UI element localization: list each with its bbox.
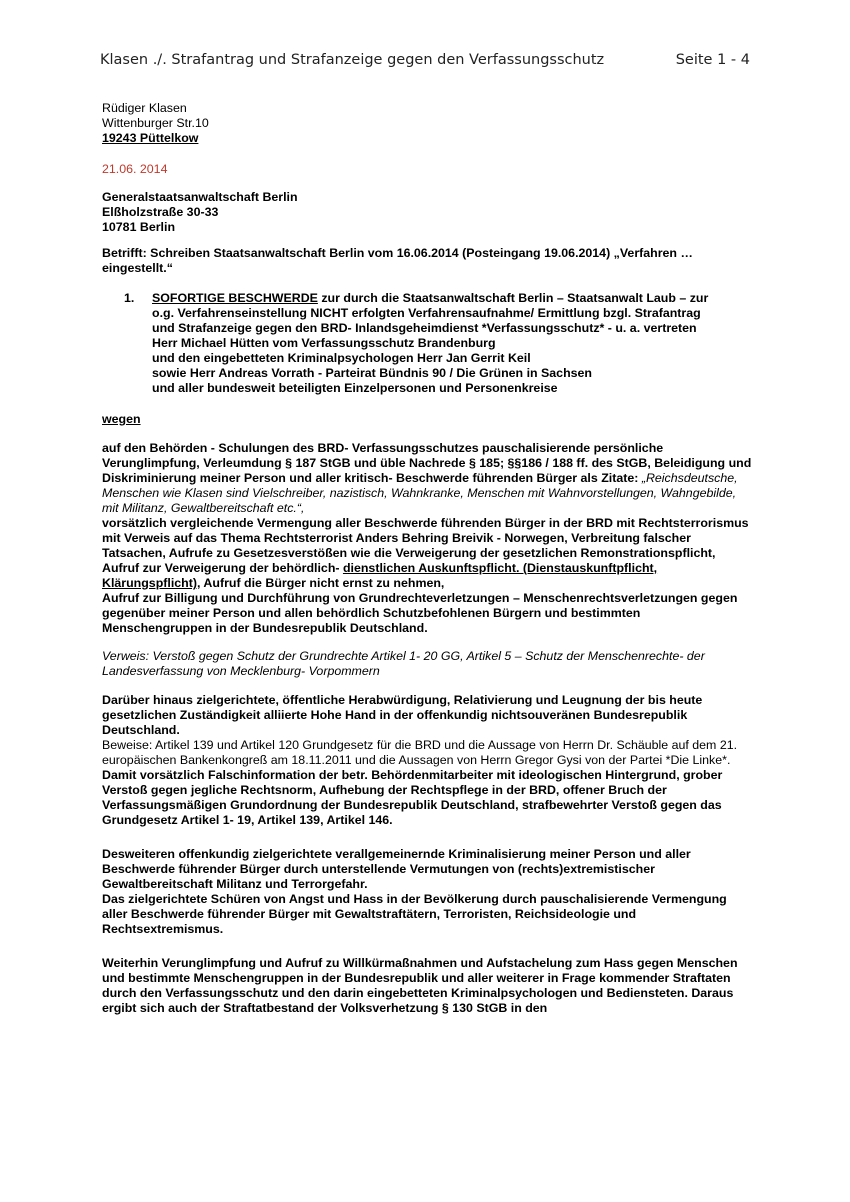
recipient-line-1: Generalstaatsanwaltschaft Berlin [102, 190, 298, 204]
item-lead: SOFORTIGE BESCHWERDE [152, 291, 318, 305]
paragraph-4: Weiterhin Verunglimpfung und Aufruf zu Willkürmaßnahmen und Aufstachelung zum Hass gegen Menschen und bestimmte Menschengruppen in der Bundesrepublik und aller weiterer in Frage kommender Straftaten durch den Verfassungsschutz und den darin eingebetteten Kriminalpsychologen und Bediensteten. Daraus ergibt sich auch der Straftatbestand der Volksverhetzung § 130 StGB in den [102, 956, 738, 1015]
header-title: Klasen ./. Strafantrag und Strafanzeige gegen den Verfassungsschutz [100, 52, 605, 68]
sender-street: Wittenburger Str.10 [102, 116, 209, 130]
item-text [152, 291, 752, 396]
item-line-2: o.g. Verfahrenseinstellung NICHT erfolgten Verfahrensaufnahme/ Ermittlung bzgl. Strafantrag [152, 306, 701, 320]
paragraph-1-intro [102, 441, 752, 516]
paragraph-2-evidence: Beweise: Artikel 139 und Artikel 120 Grundgesetz für die BRD und die Aussage von Herrn Dr. Schäuble auf dem 21. europäischen Bankenkongreß am 18.11.2011 und die Aussagen von Herrn Gregor Gysi von der Partei *Die Linke*. [102, 738, 738, 767]
header-page-number: Seite 1 - 4 [675, 52, 750, 68]
recipient-address [102, 190, 752, 235]
paragraph-3-part-a: Desweiteren offenkundig zielgerichtete verallgemeinernde Kriminalisierung meiner Person und aller Beschwerde führender Bürger durch unterstellende Vermutungen von (rechts)extremistischer Gewaltbereitschaft Militanz und Terrorgefahr. [102, 847, 691, 891]
item-line-7: und aller bundesweit beteiligten Einzelpersonen und Personenkreise [152, 381, 558, 395]
reference-note: Verweis: Verstoß gegen Schutz der Grundrechte Artikel 1- 20 GG, Artikel 5 – Schutz der Menschenrechte- der Landesverfassung von Mecklenburg- Vorpommern [102, 649, 705, 678]
quote-text: „Reichsdeutsche, Menschen wie Klasen sind Vielschreiber, nazistisch, Wahnkranke, Menschen mit Wahnvorstellungen, Wahngebilde, mit Militanz, Gewaltbereitschaft etc.“, [102, 471, 738, 515]
sender-name: Rüdiger Klasen [102, 101, 187, 115]
paragraph-2-part-a: Darüber hinaus zielgerichtete, öffentliche Herabwürdigung, Relativierung und Leugnung der bis heute gesetzlichen Zuständigkeit alliierte Hohe Hand in der offenkundig nichtsouveränen Bundesrepublik Deutschland. [102, 693, 703, 737]
item-line-1 [152, 291, 752, 306]
paragraph-1-part-b: vorsätzlich vergleichende Vermengung aller Beschwerde führenden Bürger in der BRD mit Rechtsterrorismus mit Verweis auf das Thema Rechtsterrorist Anders Behring Breivik - Norwegen, Verbreitung falscher Tatsachen, Aufrufe zu Gesetzesverstößen wie die Verweigerung der gesetzlichen Remonstrationspflicht, [102, 516, 749, 560]
letter-body [102, 101, 752, 1016]
recipient-line-3: 10781 Berlin [102, 220, 176, 234]
paragraph-1 [102, 441, 752, 636]
recipient-line-2: Elßholzstraße 30-33 [102, 205, 219, 219]
item-line-3: und Strafanzeige gegen den BRD- Inlandsgeheimdienst *Verfassungsschutz* - u. a. vertreten [152, 321, 697, 335]
paragraph-1-part-d: Aufruf zur Billigung und Durchführung von Grundrechteverletzungen – Menschenrechtsverletzungen gegen gegenüber meiner Person und allen behördlich Schutzbefohlenen Bürgern und bestimmten Menschengruppen in der Bundesrepublik Deutschland. [102, 591, 738, 635]
item-line-6: sowie Herr Andreas Vorrath - Parteirat Bündnis 90 / Die Grünen in Sachsen [152, 366, 592, 380]
item-line-5: und den eingebetteten Kriminalpsychologen Herr Jan Gerrit Keil [152, 351, 531, 365]
paragraph-1-part-c-end: , Aufruf die Bürger nicht ernst zu nehmen, [197, 576, 445, 590]
sender-address [102, 101, 752, 146]
subject-line: Betrifft: Schreiben Staatsanwaltschaft Berlin vom 16.06.2014 (Posteingang 19.06.2014) „Verfahren …eingestellt.“ [102, 246, 693, 275]
paragraph-1-part-c [102, 561, 752, 591]
paragraph-3 [102, 847, 752, 937]
numbered-item-1 [102, 291, 752, 396]
paragraph-2-part-c: Damit vorsätzlich Falschinformation der betr. Behördenmitarbeiter mit ideologischen Hintergrund, grober Verstoß gegen jegliche Rechtsnorm, Aufhebung der Rechtspflege in der BRD, offener Bruch der Verfassungsmäßigen Grundordnung der Bundesrepublik Deutschland, strafbewehrter Verstoß gegen das Grundgesetz Artikel 1- 19, Artikel 139, Artikel 146. [102, 768, 723, 827]
paragraph-2 [102, 693, 752, 828]
letter-date: 21.06. 2014 [102, 162, 168, 176]
wegen-heading: wegen [102, 412, 141, 426]
underlined-phrase: dienstlichen Auskunftspflicht. (Dienstauskunftpflicht, Klärungspflicht) [102, 561, 658, 590]
paragraph-1-part-c-start: Aufruf zur Verweigerung der behördlich- [102, 561, 343, 575]
item-number: 1. [124, 291, 135, 305]
sender-city: 19243 Püttelkow [102, 131, 199, 145]
item-line-4: Herr Michael Hütten vom Verfassungsschutz Brandenburg [152, 336, 496, 350]
item-line-1-rest: zur durch die Staatsanwaltschaft Berlin – Staatsanwalt Laub – zur [317, 291, 709, 305]
paragraph-3-part-b: Das zielgerichtete Schüren von Angst und Hass in der Bevölkerung durch pauschalisierende Vermengung aller Beschwerde führender Bürger mit Gewaltstraftätern, Terroristen, Reichsideologie und Rechtsextremismus. [102, 892, 727, 936]
paragraph-1-text: auf den Behörden - Schulungen des BRD- Verfassungsschutzes pauschalisierende persönliche Verunglimpfung, Verleumdung § 187 StGB und üble Nachrede § 185; §§186 / 188 ff. des StGB, Beleidigung und Diskriminierung meiner Person und aller kritisch- Beschwerde führenden Bürger als Zitate: [102, 441, 752, 485]
